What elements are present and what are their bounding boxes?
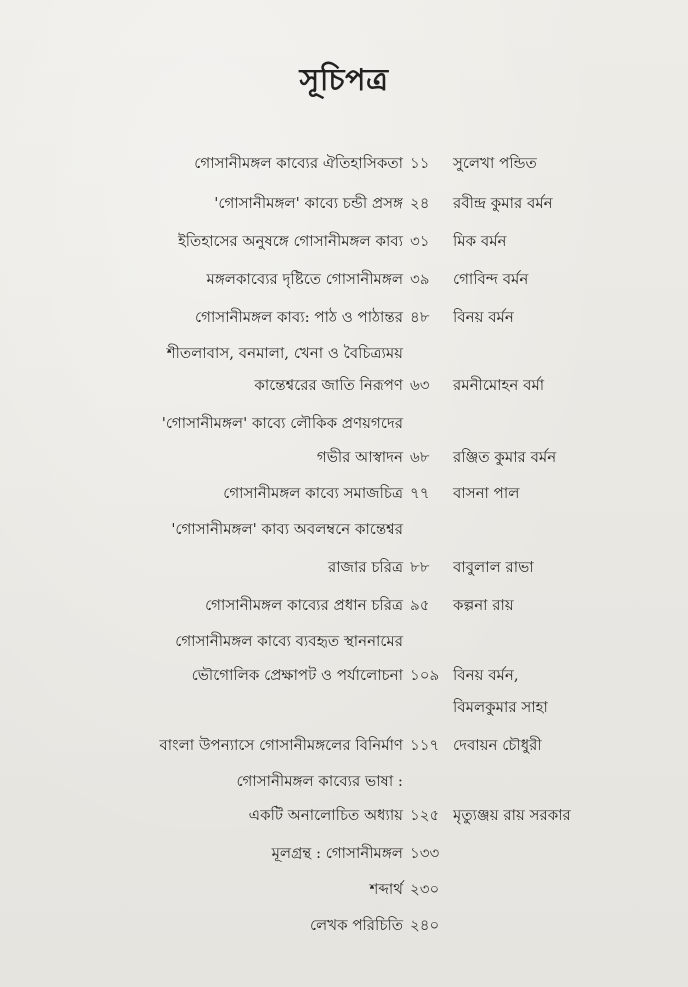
toc-entry-title: 'গোসানীমঙ্গল' কাব্যে চন্ডী প্রসঙ্গ [214,194,403,212]
toc-entry-page: ৯৫ [410,596,430,614]
toc-entry-title: গোসানীমঙ্গল কাব্যে ব্যবহৃত স্থাননামের [175,632,403,650]
toc-entry-author: দেবায়ন চৌধুরী [453,736,542,754]
toc-entry-page: ১১৭ [410,736,440,754]
toc-entry [0,800,688,830]
toc-entry-title-line [0,338,688,368]
toc-entry [0,188,688,218]
toc-entry-page: ৩৯ [410,270,430,288]
toc-entry [0,442,688,472]
toc-entry [0,874,688,904]
toc-entry-author: বাসনা পাল [453,484,520,502]
toc-entry-title: শব্দার্থ [369,880,403,898]
toc-entry-title: একটি অনালোচিত অধ্যায় [248,806,403,824]
toc-entry [0,660,688,690]
toc-entry [0,838,688,868]
toc-entry-title: গোসানীমঙ্গল কাব্যের প্রধান চরিত্র [205,596,403,614]
toc-entry [0,590,688,620]
toc-entry-author: মিক বর্মন [453,232,507,250]
toc-entry-page: ৭৭ [410,484,430,502]
toc-entry [0,552,688,582]
toc-entry-page: ২৪০ [410,916,440,934]
toc-entry-title: ইতিহাসের অনুষঙ্গে গোসানীমঙ্গল কাব্য [177,232,403,250]
toc-entry-author: বিমলকুমার সাহা [453,698,548,716]
toc-entry-title-line [0,626,688,656]
toc-entry-title: মঙ্গলকাব্যের দৃষ্টিতে গোসানীমঙ্গল [206,270,403,288]
toc-entry-title: শীতলাবাস, বনমালা, খেনা ও বৈচিত্র্যময় [166,344,403,362]
toc-entry-title-line [0,766,688,796]
toc-entry [0,370,688,400]
toc-entry-page: ৩১ [410,232,430,250]
toc-entry [0,264,688,294]
toc-entry [0,730,688,760]
toc-entry-title: গোসানীমঙ্গল কাব্যে সমাজচিত্র [223,484,403,502]
toc-entry-author: কল্পনা রায় [453,596,514,614]
toc-entry [0,148,688,178]
toc-entry [0,478,688,508]
toc-entry-author: বাবুলাল রাভা [453,558,534,576]
toc-entry-author: রঞ্জিত কুমার বর্মন [453,448,557,466]
toc-entry-author: বিনয় বর্মন, [453,666,519,684]
toc-entry-title: কান্তেশ্বরের জাতি নিরূপণ [254,376,403,394]
toc-entry-page: ১১ [410,154,430,172]
toc-entry [0,910,688,940]
toc-entry-title: 'গোসানীমঙ্গল' কাব্য অবলম্বনে কান্তেশ্বর [171,520,403,538]
toc-entry-page: ১২৫ [410,806,440,824]
toc-entry-title-line [0,408,688,438]
toc-entry-title-line [0,514,688,544]
toc-entry-title: গোসানীমঙ্গল কাব্যের ভাষা : [236,772,403,790]
toc-entry-title: গোসানীমঙ্গল কাব্যের ঐতিহাসিকতা [194,154,403,172]
toc-entry-author-line [0,692,688,722]
toc-entry-title: মূলগ্রন্থ : গোসানীমঙ্গল [271,844,403,862]
toc-entry-page: ৪৮ [410,308,430,326]
toc-entry-title: গোসানীমঙ্গল কাব্য: পাঠ ও পাঠান্তর [195,308,403,326]
toc-entry-page: ১৩৩ [410,844,440,862]
toc-entry-page: ২৪ [410,194,430,212]
toc-entry [0,302,688,332]
toc-entry-page: ৬৩ [410,376,430,394]
page-title: সূচিপত্র [299,63,389,98]
toc-entry-page: ৮৮ [410,558,430,576]
toc-entry-author: রবীন্দ্র কুমার বর্মন [453,194,553,212]
toc-entry-author: মৃত্যুঞ্জয় রায় সরকার [453,806,571,824]
toc-entry-author: বিনয় বর্মন [453,308,514,326]
toc-entry-title: বাংলা উপন্যাসে গোসানীমঙ্গলের বিনির্মাণ [159,736,403,754]
toc-entry-author: গোবিন্দ বর্মন [453,270,529,288]
toc-entry-author: সুলেখা পন্ডিত [453,154,537,172]
toc-entry-page: ২৩০ [410,880,440,898]
toc-entry [0,226,688,256]
toc-entry-title: লেখক পরিচিতি [309,916,403,934]
toc-entry-title: ভৌগোলিক প্রেক্ষাপট ও পর্যালোচনা [191,666,403,684]
toc-entry-title: 'গোসানীমঙ্গল' কাব্যে লৌকিক প্রণয়গদের [161,414,403,432]
toc-entry-page: ১০৯ [410,666,440,684]
toc-entry-title: গভীর আস্বাদন [316,448,403,466]
toc-entry-page: ৬৮ [410,448,430,466]
toc-entry-author: রমনীমোহন বর্মা [453,376,545,394]
toc-entry-title: রাজার চরিত্র [327,558,403,576]
